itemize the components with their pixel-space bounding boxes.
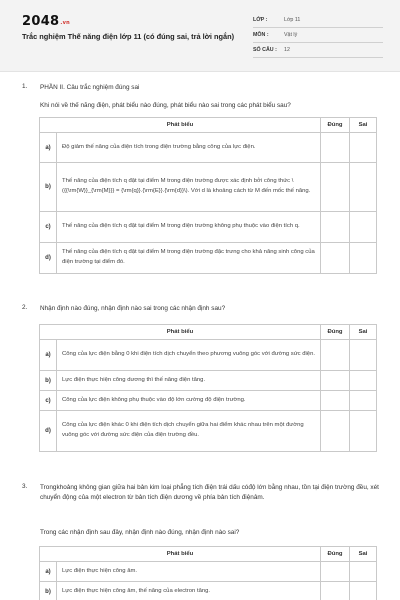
true-answer-cell[interactable]	[321, 371, 350, 391]
false-answer-cell[interactable]	[350, 133, 377, 163]
col-header-statement: Phát biểu	[40, 118, 321, 133]
true-answer-cell[interactable]	[321, 212, 350, 243]
col-header-true: Đúng	[321, 118, 350, 133]
row-statement: Lực điện thực hiện công dương thì thế năng điện tăng.	[57, 371, 321, 391]
site-logo[interactable]	[22, 14, 70, 29]
question-title: Nhận định nào đúng, nhận định nào sai trong các nhận định sau?	[40, 305, 226, 312]
row-label: c)	[40, 212, 57, 243]
false-answer-cell[interactable]	[350, 163, 377, 212]
col-header-false: Sai	[350, 325, 377, 340]
col-header-statement: Phát biểu	[40, 325, 321, 340]
row-statement: Lực điện thực hiện công âm, thế năng của electron tăng.	[57, 582, 321, 600]
row-statement: Công của lực điện không phụ thuộc vào độ lớn cường độ điện trường.	[57, 391, 321, 411]
row-label: d)	[40, 243, 57, 274]
meta-count	[253, 44, 383, 58]
meta-label: LỚP :	[253, 17, 268, 23]
true-answer-cell[interactable]	[321, 133, 350, 163]
row-statement: Độ giảm thế năng của điện tích trong điện trường bằng công của lực điện.	[57, 133, 321, 163]
question-number: 3.	[22, 483, 28, 490]
table-row	[40, 371, 377, 391]
logo-text: 2048	[22, 14, 60, 29]
true-answer-cell[interactable]	[321, 340, 350, 371]
row-statement: Thế năng của điện tích q đặt tại điểm M trong điện trường được xác định bởi công thức \({{\rm{W}}_{\rm{M}}} = {\rm{q}}.{\rm{E}}.{\rm{d}}\). Với d là khoảng cách từ M đến mốc thế năng.	[57, 163, 321, 212]
row-label: a)	[40, 133, 57, 163]
page-title: Trắc nghiệm Thế năng điện lớp 11 (có đúng sai, trả lời ngắn)	[22, 32, 235, 41]
table-header-row	[40, 118, 377, 133]
false-answer-cell[interactable]	[350, 243, 377, 274]
table-row	[40, 212, 377, 243]
true-answer-cell[interactable]	[321, 562, 350, 582]
row-label: d)	[40, 411, 57, 452]
true-answer-cell[interactable]	[321, 243, 350, 274]
col-header-false: Sai	[350, 547, 377, 562]
true-answer-cell[interactable]	[321, 163, 350, 212]
table-row	[40, 243, 377, 274]
table-row	[40, 340, 377, 371]
meta-value: Lớp 11	[284, 17, 301, 23]
false-answer-cell[interactable]	[350, 340, 377, 371]
col-header-true: Đúng	[321, 325, 350, 340]
true-answer-cell[interactable]	[321, 582, 350, 600]
col-header-false: Sai	[350, 118, 377, 133]
question-number: 2.	[22, 304, 28, 311]
col-header-statement: Phát biểu	[40, 547, 321, 562]
row-label: a)	[40, 562, 57, 582]
table-header-row	[40, 547, 377, 562]
question-title: PHẦN II. Câu trắc nghiệm đúng sai	[40, 84, 140, 91]
row-statement: Lực điện thực hiện công âm.	[57, 562, 321, 582]
row-label: b)	[40, 582, 57, 600]
row-label: b)	[40, 163, 57, 212]
table-row	[40, 133, 377, 163]
meta-label: SỐ CÂU :	[253, 47, 277, 53]
table-row	[40, 411, 377, 452]
row-statement: Công của lực điện khác 0 khi điện tích dịch chuyển giữa hai điểm khác nhau trên một đường vuông góc với đường sức điện của điện trường đều.	[57, 411, 321, 452]
question-title: Trongkhoảng không gian giữa hai bản kim loại phẳng tích điện trái dấu cóđộ lớn bằng nhau, tồn tại điện trường đều, xét chuyển động của một electron từ bản tích điện dương về phía bản tích điệnâm.	[40, 484, 379, 501]
meta-subject	[253, 29, 383, 43]
table-row	[40, 582, 377, 600]
false-answer-cell[interactable]	[350, 371, 377, 391]
meta-class	[253, 14, 383, 28]
question-number: 1.	[22, 83, 28, 90]
table-row	[40, 163, 377, 212]
row-statement: Thế năng của điện tích q đặt tại điểm M trong điện trường không phụ thuộc vào điện tích q.	[57, 212, 321, 243]
col-header-true: Đúng	[321, 547, 350, 562]
false-answer-cell[interactable]	[350, 411, 377, 452]
true-answer-cell[interactable]	[321, 411, 350, 452]
logo-suffix: .vn	[60, 20, 71, 26]
row-statement: Công của lực điện bằng 0 khi điện tích dịch chuyển theo phương vuông góc với đường sức điện.	[57, 340, 321, 371]
question-3-table	[39, 546, 377, 600]
meta-value: Vật lý	[284, 32, 298, 38]
row-label: a)	[40, 340, 57, 371]
false-answer-cell[interactable]	[350, 212, 377, 243]
question-2-table	[39, 324, 377, 452]
false-answer-cell[interactable]	[350, 562, 377, 582]
row-label: c)	[40, 391, 57, 411]
question-1-table	[39, 117, 377, 274]
false-answer-cell[interactable]	[350, 582, 377, 600]
header	[0, 0, 400, 72]
question-1-prompt: Khi nói về thế năng điện, phát biểu nào đúng, phát biểu nào sai trong các phát biểu sau?	[40, 102, 291, 109]
false-answer-cell[interactable]	[350, 391, 377, 411]
meta-value: 12	[284, 47, 290, 53]
question-3-prompt: Trong các nhận định sau đây, nhận định nào đúng, nhận định nào sai?	[40, 529, 240, 536]
table-row	[40, 562, 377, 582]
meta-label: MÔN :	[253, 32, 269, 38]
table-header-row	[40, 325, 377, 340]
row-label: b)	[40, 371, 57, 391]
table-row	[40, 391, 377, 411]
row-statement: Thế năng của điện tích q đặt tại điểm M trong điện trường đặc trưng cho khả năng sinh công của điện trường tại điểm đó.	[57, 243, 321, 274]
true-answer-cell[interactable]	[321, 391, 350, 411]
